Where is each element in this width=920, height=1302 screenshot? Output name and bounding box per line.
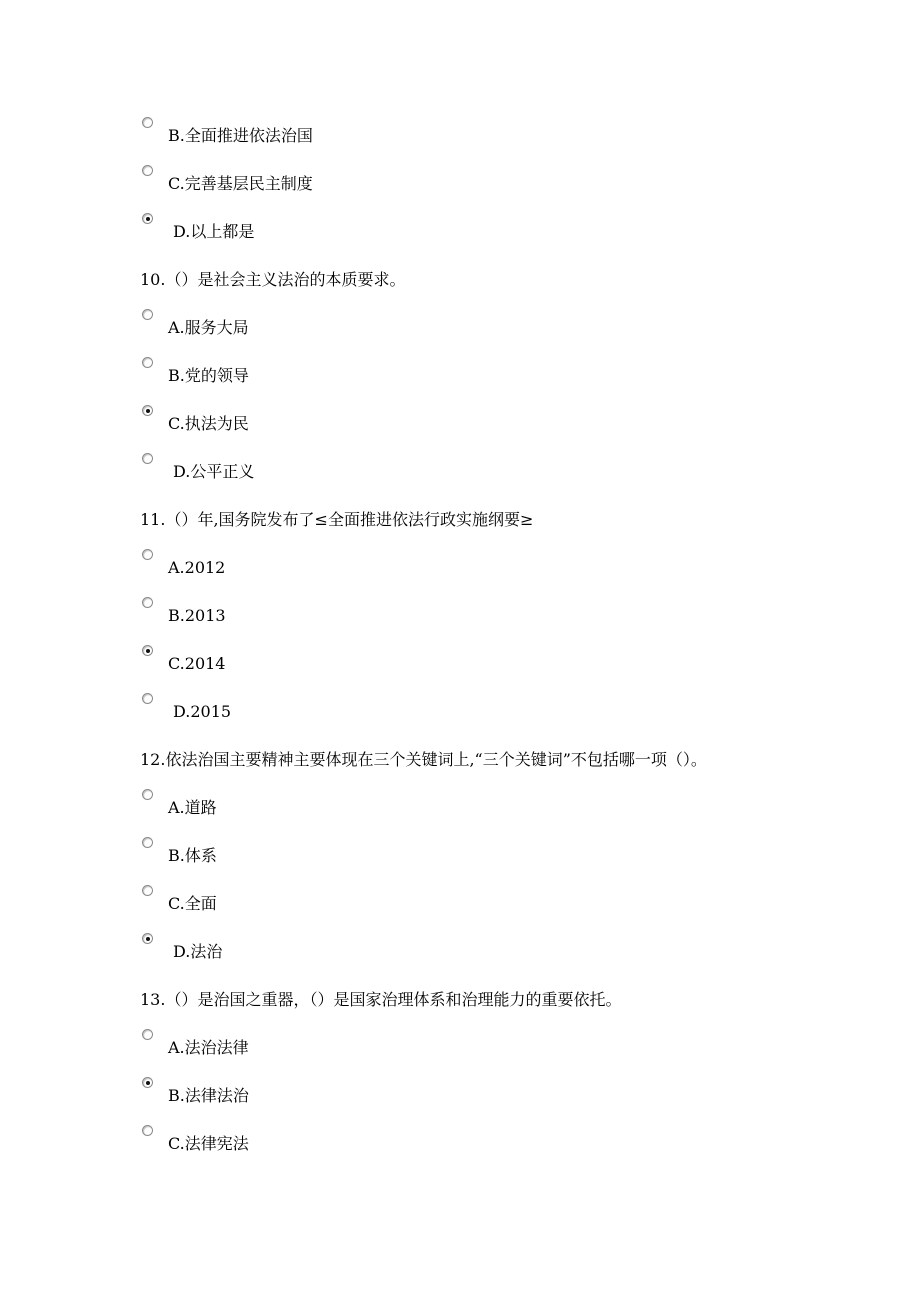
radio-button-icon[interactable] [142,549,153,560]
radio-button-icon[interactable] [142,1029,153,1040]
radio-button-selected-icon[interactable] [142,213,153,224]
radio-button-icon[interactable] [142,885,153,896]
option-label: A.服务大局 [168,318,249,337]
option-label: D.2015 [173,702,232,721]
option-label: A.法治法律 [168,1038,249,1057]
option-label: C.全面 [168,894,217,913]
radio-button-icon[interactable] [142,789,153,800]
option-label: B.党的领导 [168,366,249,385]
radio-button-selected-icon[interactable] [142,645,153,656]
option-label: C.完善基层民主制度 [168,174,313,193]
radio-button-icon[interactable] [142,837,153,848]
option-label: B.体系 [168,846,217,865]
option-label: D.法治 [173,942,223,961]
question-11-text: 11.（）年,国务院发布了≤全面推进依法行政实施纲要≥ [140,510,534,529]
option-label: C.2014 [168,654,226,673]
option-label: D.公平正义 [173,462,255,481]
question-13-text: 13.（）是治国之重器，（）是国家治理体系和治理能力的重要依托。 [140,990,622,1009]
radio-button-icon[interactable] [142,1125,153,1136]
radio-button-selected-icon[interactable] [142,405,153,416]
option-label: B.2013 [168,606,226,625]
option-label: A.2012 [168,558,226,577]
question-12-text: 12.依法治国主要精神主要体现在三个关键词上,“三个关键词”不包括哪一项（）。 [140,750,707,769]
radio-button-icon[interactable] [142,597,153,608]
radio-button-icon[interactable] [142,693,153,704]
option-label: C.法律宪法 [168,1134,249,1153]
radio-button-icon[interactable] [142,165,153,176]
radio-button-selected-icon[interactable] [142,1077,153,1088]
option-label: B.全面推进依法治国 [168,126,313,145]
option-label: D.以上都是 [173,222,255,241]
question-10-text: 10.（）是社会主义法治的本质要求。 [140,270,406,289]
option-label: A.道路 [168,798,217,817]
radio-button-selected-icon[interactable] [142,933,153,944]
option-label: B.法律法治 [168,1086,249,1105]
radio-button-icon[interactable] [142,453,153,464]
radio-button-icon[interactable] [142,117,153,128]
option-label: C.执法为民 [168,414,249,433]
radio-button-icon[interactable] [142,357,153,368]
radio-button-icon[interactable] [142,309,153,320]
